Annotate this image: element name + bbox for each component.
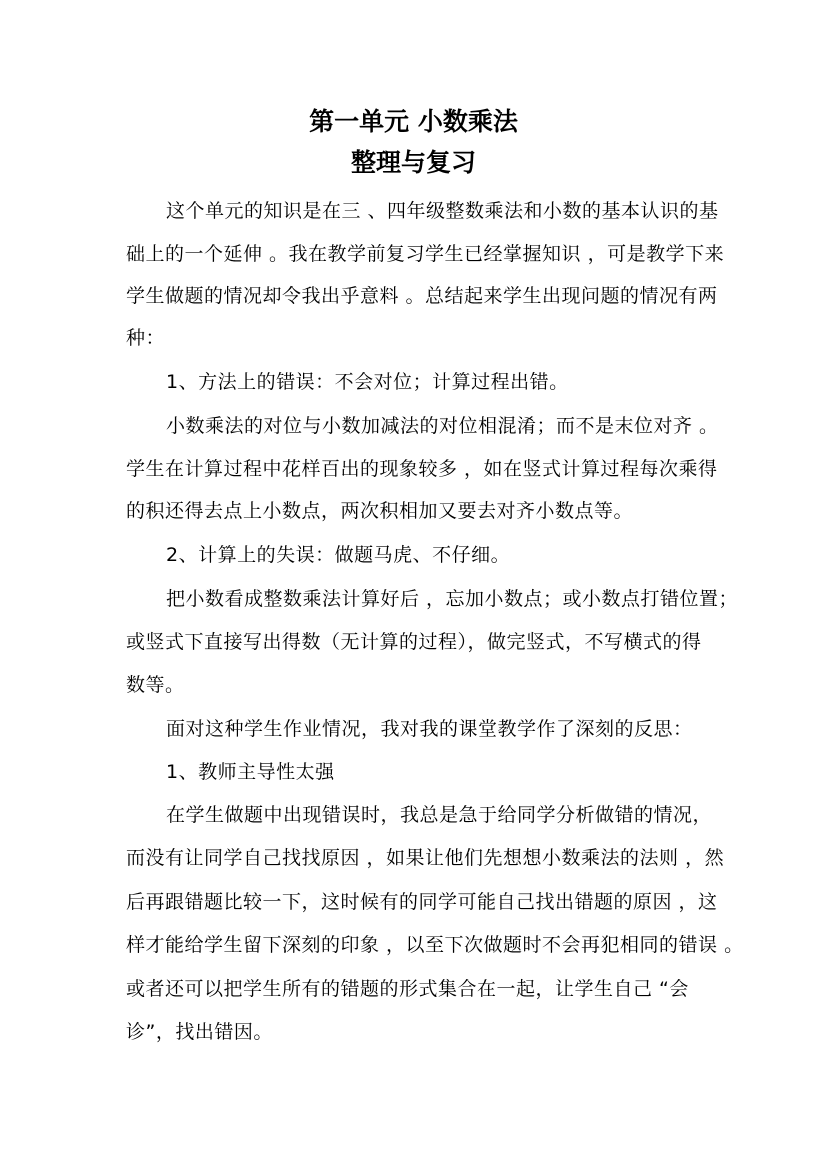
text-line: 种： (126, 327, 166, 349)
document-subtitle: 整理与复习 (350, 148, 476, 177)
text-line: 后再跟错题比较一下，这时候有的同学可能自己找出错题的原因 ，这 (126, 891, 718, 913)
text-line: 这个单元的知识是在三 、四年级整数乘法和小数的基本认识的基 (166, 200, 719, 222)
text-line: 诊”，找出错因。 (126, 1021, 273, 1043)
text-line: 2、计算上的失误：做题马虎、不仔细。 (166, 544, 511, 566)
text-line: 础上的一个延伸 。我在教学前复习学生已经掌握知识 ，可是教学下来 (126, 243, 725, 265)
text-line: 把小数看成整数乘法计算好后 ，忘加小数点；或小数点打错位置； (166, 588, 739, 610)
text-line: 的积还得去点上小数点，两次积相加又要去对齐小数点等。 (126, 500, 634, 522)
text-line: 面对这种学生作业情况，我对我的课堂教学作了深刻的反思： (166, 718, 693, 740)
text-line: 在学生做题中出现错误时，我总是急于给同学分析做错的情况， (166, 804, 713, 826)
document-title: 第一单元 小数乘法 (309, 107, 518, 136)
text-line: 小数乘法的对位与小数加减法的对位相混淆；而不是末位对齐 。 (166, 415, 719, 437)
text-line: 而没有让同学自己找找原因 ，如果让他们先想想小数乘法的法则 ，然 (126, 847, 725, 869)
text-line: 1、教师主导性太强 (166, 761, 335, 783)
text-line: 或竖式下直接写出得数（无计算的过程），做完竖式，不写横式的得 (126, 631, 702, 653)
text-line: 学生在计算过程中花样百出的现象较多 ，如在竖式计算过程每次乘得 (126, 458, 718, 480)
text-line: 学生做题的情况却令我出乎意料 。总结起来学生出现问题的情况有两 (126, 285, 718, 307)
text-line: 数等。 (126, 674, 185, 696)
text-line: 1、方法上的错误：不会对位；计算过程出错。 (166, 371, 569, 393)
text-line: 样才能给学生留下深刻的印象 ，以至下次做题时不会再犯相同的错误 。 (126, 934, 744, 956)
text-line: 或者还可以把学生所有的错题的形式集合在一起，让学生自己 “会 (126, 978, 689, 1000)
